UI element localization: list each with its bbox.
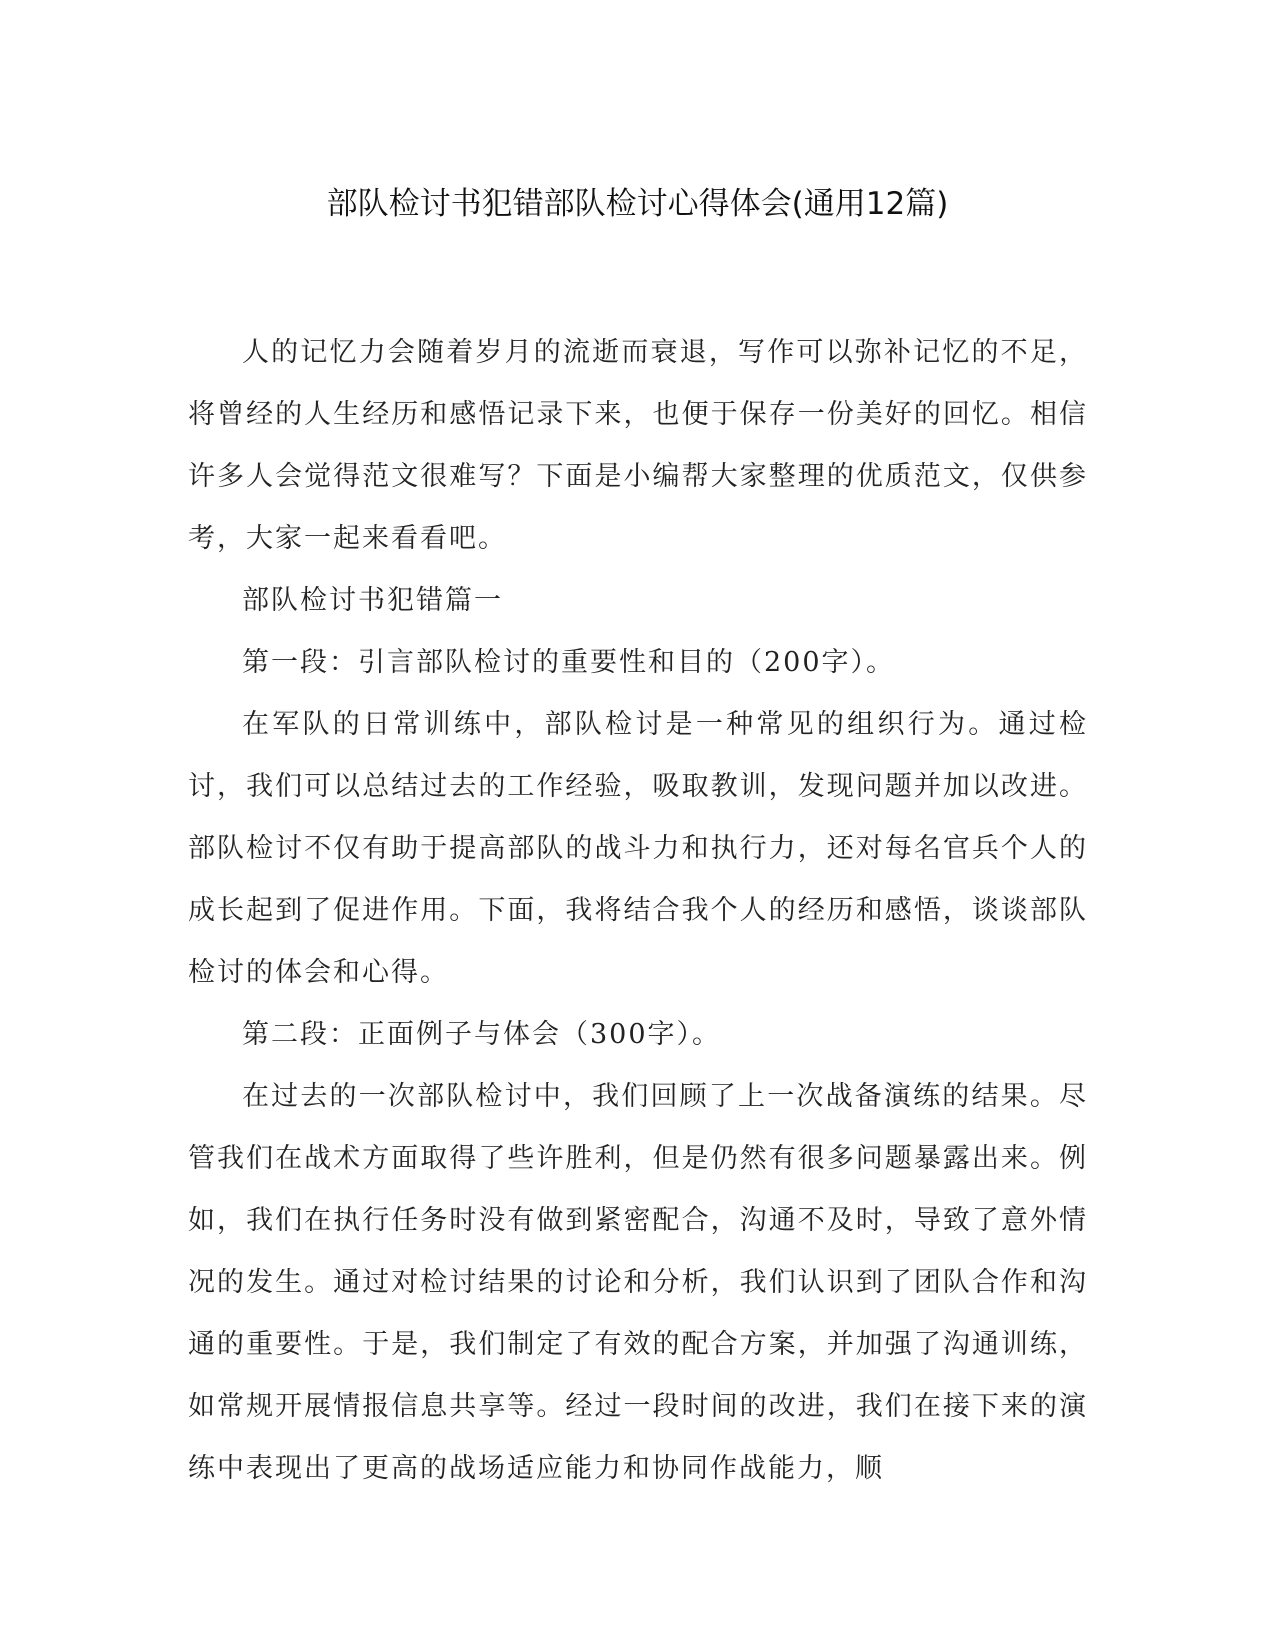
body-paragraph-1: 在军队的日常训练中，部队检讨是一种常见的组织行为。通过检讨，我们可以总结过去的工作经验，吸取教训，发现问题并加以改进。部队检讨不仅有助于提高部队的战斗力和执行力，还对每名官兵个人的成长起到了促进作用。下面，我将结合我个人的经历和感悟，谈谈部队检讨的体会和心得。: [188, 709, 1088, 988]
intro-paragraph: 人的记忆力会随着岁月的流逝而衰退，写作可以弥补记忆的不足，将曾经的人生经历和感悟记录下来，也便于保存一份美好的回忆。相信许多人会觉得范文很难写？下面是小编帮大家整理的优质范文，仅供参考，大家一起来看看吧。: [188, 337, 1088, 554]
document-body: [188, 322, 1088, 1500]
paragraph-heading-1: 第一段：引言部队检讨的重要性和目的（200字）。: [242, 647, 896, 678]
document-title: 部队检讨书犯错部队检讨心得体会(通用12篇): [326, 186, 949, 222]
paragraph-heading-2: 第二段：正面例子与体会（300字）。: [242, 1019, 722, 1050]
section-heading: 部队检讨书犯错篇一: [242, 585, 503, 616]
body-paragraph-2: 在过去的一次部队检讨中，我们回顾了上一次战备演练的结果。尽管我们在战术方面取得了些许胜利，但是仍然有很多问题暴露出来。例如，我们在执行任务时没有做到紧密配合，沟通不及时，导致了意外情况的发生。通过对检讨结果的讨论和分析，我们认识到了团队合作和沟通的重要性。于是，我们制定了有效的配合方案，并加强了沟通训练，如常规开展情报信息共享等。经过一段时间的改进，我们在接下来的演练中表现出了更高的战场适应能力和协同作战能力，顺: [188, 1081, 1088, 1484]
